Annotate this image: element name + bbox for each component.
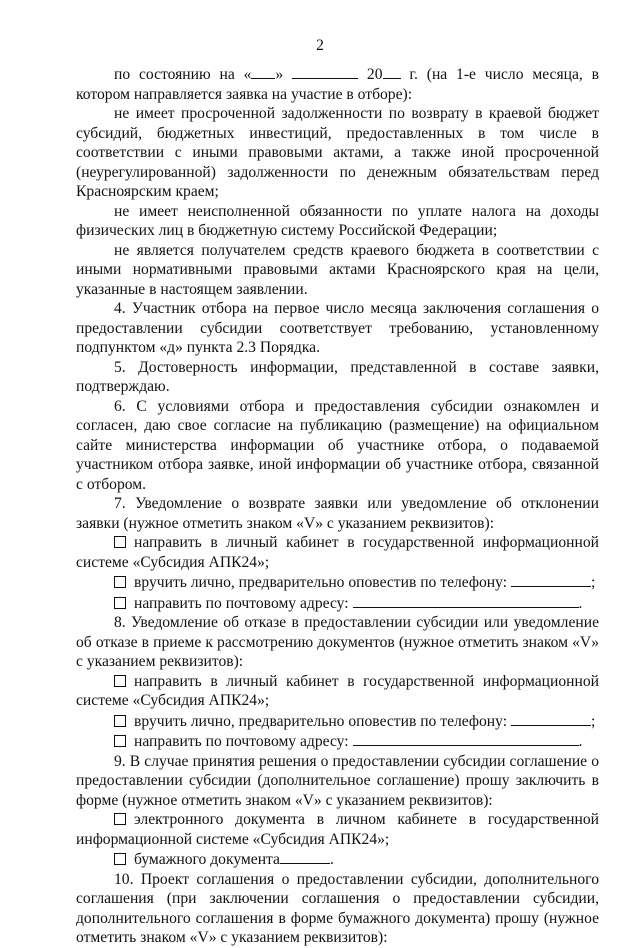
- option-7-phone: вручить лично, предварительно оповестив по телефону: ;: [76, 572, 599, 593]
- checkbox-icon[interactable]: [114, 576, 126, 588]
- option-7-personal-account: направить в личный кабинет в государственной информационной системе «Субсидия АПК24»;: [76, 534, 599, 571]
- paper-details-field[interactable]: [280, 849, 330, 864]
- checkbox-icon[interactable]: [114, 813, 126, 825]
- option-9-paper: бумажного документа .: [76, 849, 599, 870]
- checkbox-icon[interactable]: [114, 853, 126, 865]
- day-field[interactable]: [251, 64, 275, 79]
- page-number: 2: [316, 37, 324, 54]
- paragraph-no-debt: не имеет просроченной задолженности по возврату в краевой бюджет субсидий, бюджетных инвестиций, предоставленных в том числе в соответствии с иными правовыми актами, а также иной просроченной (неурегулированной) задолженности по денежным обязательствам перед Красноярским краем;: [76, 105, 599, 200]
- paragraph-not-recipient: не является получателем средств краевого бюджета в соответствии с иными нормативными правовыми актами Красноярского края на цели, указанные в настоящем заявлении.: [76, 241, 599, 298]
- month-field[interactable]: [292, 64, 358, 79]
- paragraph-item-5: 5. Достоверность информации, представленной в составе заявки, подтверждаю.: [76, 358, 599, 395]
- option-8-phone: вручить лично, предварительно оповестив по телефону: ;: [76, 711, 599, 732]
- year-field[interactable]: [383, 64, 401, 79]
- phone-field[interactable]: [511, 572, 591, 587]
- paragraph-item-9: 9. В случае принятия решения о предоставлении субсидии соглашение о предоставлении субсидии (дополнительное соглашение) прошу заключить в форме (нужное отметить знаком «V» с указанием реквизитов):: [76, 752, 599, 809]
- paragraph-item-10: 10. Проект соглашения о предоставлении субсидии, дополнительного соглашения (при заключении соглашения о предоставлении субсидии, дополнительного соглашения в форме бумажного документа) прошу (нужное отметить знаком «V» с указанием реквизитов):: [76, 870, 599, 946]
- document-body: [76, 64, 599, 948]
- paragraph-item-8: 8. Уведомление об отказе в предоставлении субсидии или уведомление об отказе в приеме к рассмотрению документов (нужное отметить знаком «V» с указанием реквизитов):: [76, 614, 599, 670]
- checkbox-icon[interactable]: [114, 675, 126, 687]
- paragraph-item-6: 6. С условиями отбора и предоставления субсидии ознакомлен и согласен, даю свое согласие на публикацию (размещение) на официальном сайте министерства информации об участнике отбора, о подаваемой участником отбора заявке, иной информации об участнике отбора, связанной с отбором.: [76, 397, 599, 493]
- postal-address-field[interactable]: [353, 731, 579, 746]
- paragraph-item-4: 4. Участник отбора на первое число месяца заключения соглашения о предоставлении субсидии соответствует требованию, установленному подпунктом «д» пункта 2.3 Порядка.: [76, 300, 599, 356]
- option-7-postal: направить по почтовому адресу: .: [76, 593, 599, 614]
- paragraph-item-7: 7. Уведомление о возврате заявки или уведомление об отклонении заявки (нужное отметить знаком «V» с указанием реквизитов):: [76, 495, 599, 532]
- paragraph-no-tax-obligation: не имеет неисполненной обязанности по уплате налога на доходы физических лиц в бюджетную систему Российской Федерации;: [76, 202, 599, 239]
- checkbox-icon[interactable]: [114, 735, 126, 747]
- phone-field[interactable]: [511, 711, 591, 726]
- postal-address-field[interactable]: [353, 593, 579, 608]
- option-9-electronic: электронного документа в личном кабинете в государственной информационной системе «Субсидия АПК24»;: [76, 811, 599, 848]
- checkbox-icon[interactable]: [114, 715, 126, 727]
- checkbox-icon[interactable]: [114, 597, 126, 609]
- checkbox-icon[interactable]: [114, 536, 126, 548]
- option-8-personal-account: направить в личный кабинет в государственной информационной системе «Субсидия АПК24»;: [76, 672, 599, 709]
- option-8-postal: направить по почтовому адресу: .: [76, 731, 599, 752]
- paragraph-reporting-date: по состоянию на « » 20 г. (на 1-е число месяца, в котором направляется заявка на участие в отборе):: [76, 66, 599, 103]
